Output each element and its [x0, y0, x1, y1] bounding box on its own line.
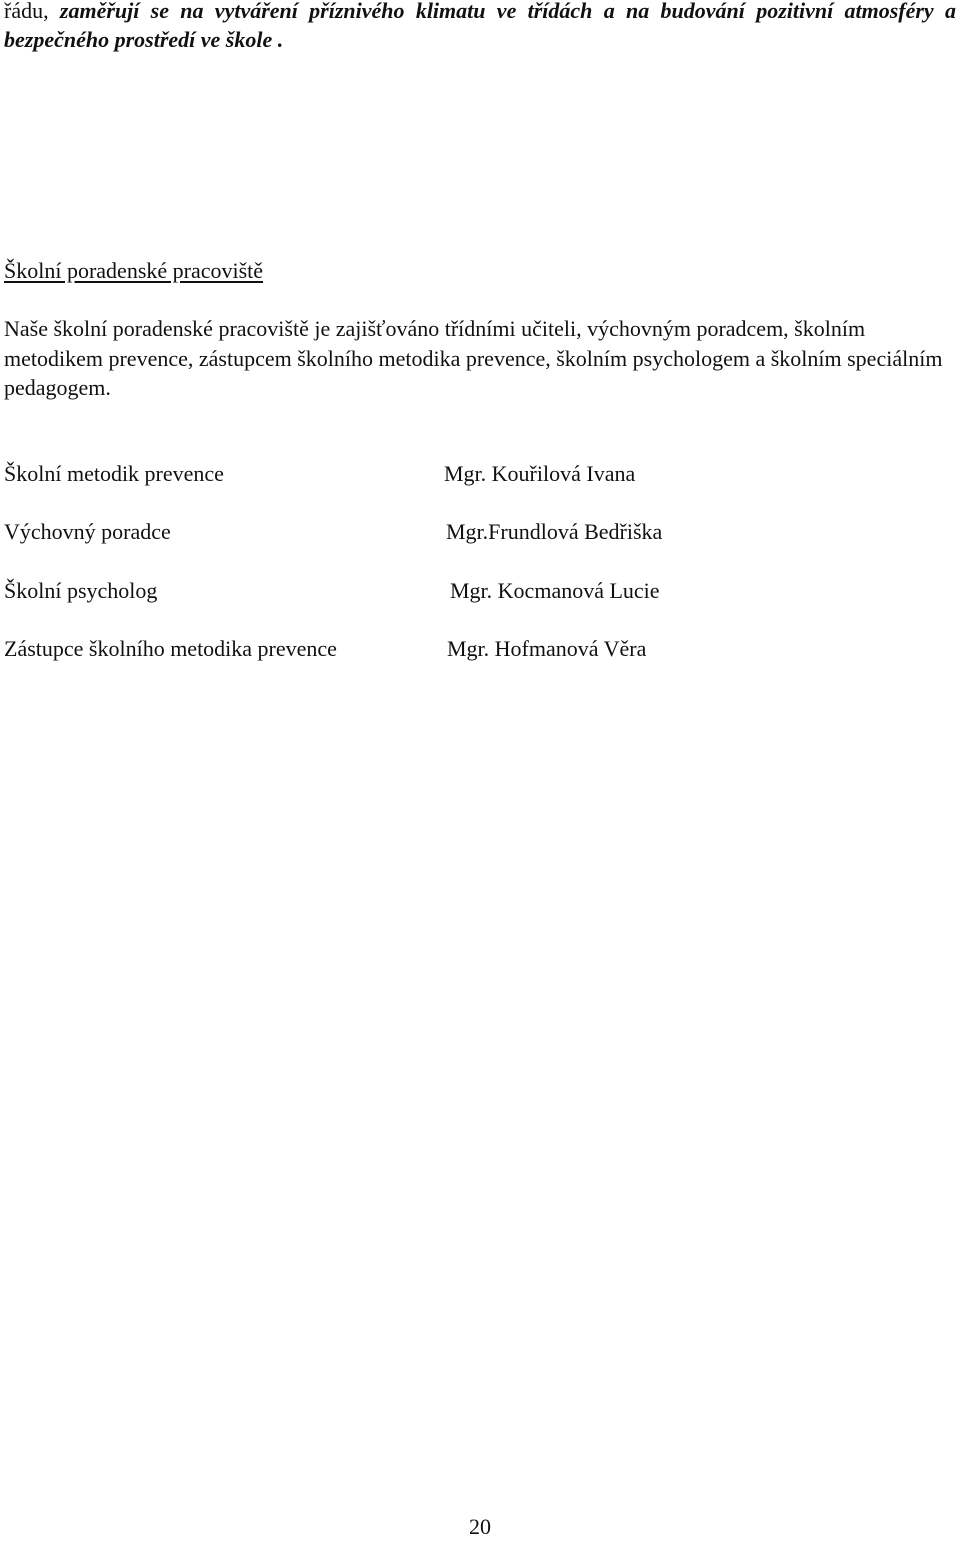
section-title: Školní poradenské pracoviště	[4, 258, 264, 283]
role-person: Mgr. Kouřilová Ivana	[444, 461, 636, 486]
role-row	[4, 517, 954, 575]
role-name: Školní psycholog	[4, 577, 158, 603]
staff-roles-list	[4, 459, 954, 693]
section-paragraph: Naše školní poradenské pracoviště je zajišťováno třídními učiteli, výchovným poradcem, školním metodikem prevence, zástupcem školního metodika prevence, školním psychologem a školním speciálním pedagogem.	[4, 316, 943, 400]
role-person: Mgr. Kocmanová Lucie	[450, 577, 660, 603]
role-name: Výchovný poradce	[4, 519, 171, 545]
intro-emphasis-text: zaměřují se na vytváření příznivého klimatu ve třídách a na budování pozitivní atmosféry a bezpečného prostředí ve škole .	[4, 0, 956, 52]
intro-lead-text: řádu,	[4, 0, 49, 23]
role-name: Zástupce školního metodika prevence	[4, 636, 337, 662]
role-row	[4, 576, 954, 634]
role-row	[4, 459, 954, 517]
role-person: Mgr. Hofmanová Věra	[447, 636, 647, 662]
role-person: Mgr.Frundlová Bedřiška	[446, 519, 663, 545]
intro-paragraph	[4, 0, 956, 54]
role-row	[4, 634, 954, 692]
role-name: Školní metodik prevence	[4, 461, 224, 486]
page-number-text: 20	[469, 1514, 491, 1539]
